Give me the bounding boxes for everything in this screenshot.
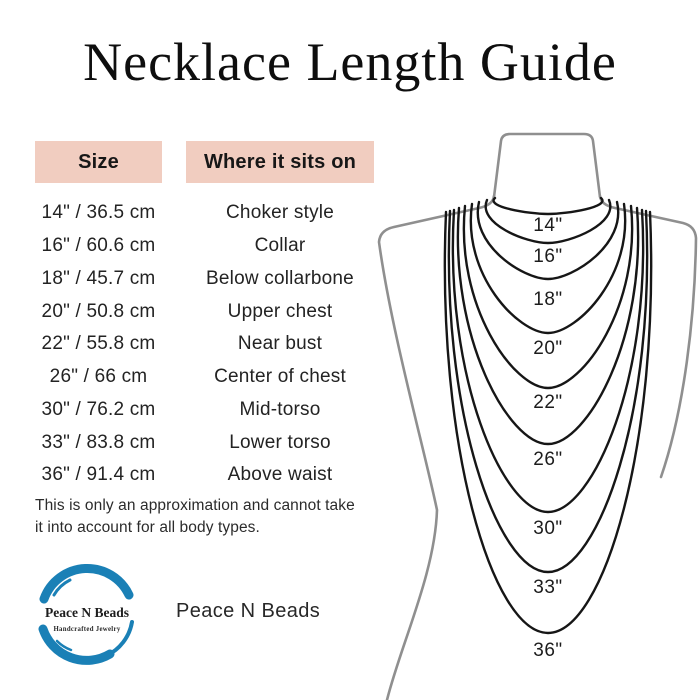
position-cell: Lower torso [229,431,331,453]
position-cell: Upper chest [227,300,333,322]
necklace-size-label: 14" [533,215,563,236]
table-header-size: Size [35,141,162,183]
page-title: Necklace Length Guide [83,32,617,92]
size-cell: 16" / 60.6 cm [41,235,156,257]
position-cell: Mid-torso [239,398,321,420]
position-cell: Below collarbone [206,267,354,289]
necklace-size-label: 30" [533,518,563,539]
necklace-curve-36 [445,212,651,633]
disclaimer-line2: it into account for all body types. [35,518,260,536]
position-cell: Choker style [226,202,334,224]
size-cell: 33" / 83.8 cm [41,431,156,453]
position-cell: Above waist [227,464,333,486]
necklace-size-label: 20" [533,338,563,359]
necklace-curve-14 [494,198,603,214]
position-cell: Collar [254,235,306,257]
necklace-labels [533,215,562,661]
size-cell: 20" / 50.8 cm [41,300,156,322]
size-cell: 18" / 45.7 cm [41,267,156,289]
necklace-size-label: 16" [533,246,563,267]
table-header-position: Where it sits on [186,141,374,183]
necklace-size-label: 36" [533,640,563,661]
necklace-size-label: 33" [533,577,563,598]
logo-text: Peace N Beads [45,605,129,620]
size-cell: 30" / 76.2 cm [41,398,156,420]
logo-tagline: Handcrafted Jewelry [53,626,121,633]
size-cell: 22" / 55.8 cm [41,333,156,355]
size-cell: 36" / 91.4 cm [41,464,156,486]
brand-name: Peace N Beads [176,600,321,622]
mannequin-left-side [379,196,494,700]
necklace-size-label: 26" [533,449,563,470]
size-cell: 26" / 66 cm [49,366,148,388]
necklace-size-label: 18" [533,289,563,310]
disclaimer-line1: This is only an approximation and cannot take [35,497,355,514]
size-cell: 14" / 36.5 cm [41,202,156,224]
mannequin-neck [494,134,600,197]
position-cell: Near bust [237,333,323,355]
necklace-size-label: 22" [533,392,563,413]
position-cell: Center of chest [214,366,346,388]
